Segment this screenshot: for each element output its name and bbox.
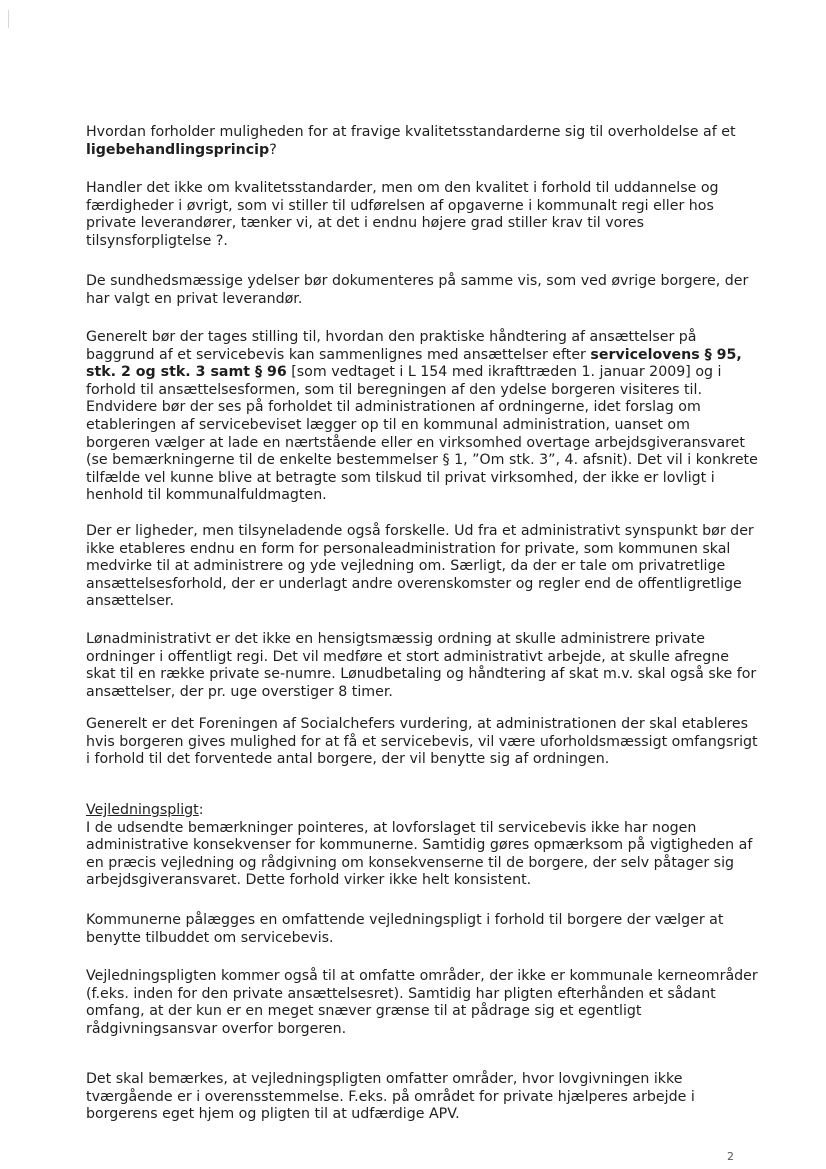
paragraph-similarities-differences [86, 523, 758, 611]
paragraph-municipal-guidance [86, 912, 758, 947]
paragraph-health-services [86, 273, 758, 308]
text-run: Kommunerne pålægges en omfattende vejledningspligt i forhold til borgere der vælger at benytte tilbuddet om servicebevis. [86, 912, 724, 946]
paragraph-payroll-administration [86, 631, 758, 701]
paragraph-equal-treatment-question [86, 124, 758, 159]
text-run: Det skal bemærkes, at vejledningspligten omfatter områder, hvor lovgivningen ikke tværgående er i overensstemmelse. F.eks. på området for private hjælperes arbejde i borgerens eget hjem og pligten til at udfærdige APV. [86, 1071, 695, 1123]
text-run: Lønadministrativt er det ikke en hensigtsmæssig ordning at skulle administrere private ordninger i offentligt regi. Det vil medføre et stort administrativt arbejde, at skulle afregne skat til en række private se-numre. Lønudbetaling og håndtering af skat m.v. skal også ske for ansættelser, der pr. uge overstiger 8 timer. [86, 631, 757, 700]
paragraph-employment-handling [86, 329, 758, 505]
bold-text: servicelovens § 95, stk. 2 og stk. 3 samt § 96 [86, 346, 742, 381]
text-run: [som vedtaget i L 154 med ikrafttræden 1. januar 2009] og i forhold til ansættelsesformen, som til beregningen af den ydelse borgeren visiteres til. Endvidere bør der ses på forholdet til administrationen af ordningerne, idet forslag om etableringen af servicebeviset lægger op til en kommunal administration, uanset om borgeren vælger at lade en nærtstående eller en virksomhed overtage arbejdsgiveransvaret (se bemærkningerne til de enkelte bestemmelser § 1, ”Om stk. 3”, 4. afsnit). Det vil i konkrete tilfælde vel kunne blive at betragte som tilskud til privat virksomhed, der ikke er lovligt i henhold til kommunalfuldmagten. [86, 364, 758, 504]
text-run: I de udsendte bemærkninger pointeres, at lovforslaget til servicebevis ikke har nogen administrative konsekvenser for kommunerne. Samtidig gøres opmærksom på vigtigheden af en præcis vejledning og rådgivning om konsekvenserne til de borgere, der selv påtager sig arbejdsgiveransvaret. Dette forhold virker ikke helt konsistent. [86, 819, 753, 889]
text-run: Generelt bør der tages stilling til, hvordan den praktiske håndtering af ansættelser på baggrund af et servicebevis kan sammenlignes med ansættelser efter [86, 329, 697, 363]
paragraph-guidance-scope [86, 968, 758, 1038]
text-run: Hvordan forholder muligheden for at fravige kvalitetsstandarderne sig til overholdelse af et [86, 124, 736, 140]
text-run: Generelt er det Foreningen af Socialchefers vurdering, at administrationen der skal etableres hvis borgeren gives mulighed for at få et servicebevis, vil være uforholdsmæssigt omfangsrigt i forhold til det forventede antal borgere, der vil benytte sig af ordningen. [86, 716, 758, 768]
text-run: : [198, 802, 204, 818]
paragraph-association-assessment [86, 716, 758, 769]
text-run: Der er ligheder, men tilsyneladende også forskelle. Ud fra et administrativt synspunkt bør der ikke etableres endnu en form for personaleadministration for private, som kommunen skal medvirke til at administrere og yde vejledning om. Særligt, da der er tale om privatretlige ansættelsesforhold, der er underlagt andre overenskomster og regler end de offentligretlige ansættelser. [86, 523, 754, 610]
text-run: ? [269, 141, 277, 158]
paragraph-guidance-obligation [86, 802, 758, 890]
text-run: De sundhedsmæssige ydelser bør dokumenteres på samme vis, som ved øvrige borgere, der har valgt en privat leverandør. [86, 273, 749, 307]
page-number: 2 [727, 1150, 734, 1163]
text-run: Handler det ikke om kvalitetsstandarder, men om den kvalitet i forhold til uddannelse og færdigheder i øvrigt, som vi stiller til udførelsen af opgaverne i kommunalt regi eller hos private leverandører, tænker vi, at det i endnu højere grad stiller krav til vores tilsynsforpligtelse ?. [86, 180, 719, 249]
paragraph-quality-standards [86, 180, 758, 250]
text-run: Vejledningspligten kommer også til at omfatte områder, der ikke er kommunale kerneområder (f.eks. inden for den private ansættelsesret). Samtidig har pligten efterhånden et sådant omfang, at der kun er en meget snæver grænse til at pådrage sig et egentligt rådgivningsansvar overfor borgeren. [86, 968, 758, 1037]
bold-text: ligebehandlingsprincip [86, 141, 270, 158]
section-heading: Vejledningspligt [86, 802, 199, 818]
scan-edge-mark [8, 10, 9, 28]
paragraph-legislation-note [86, 1071, 758, 1124]
